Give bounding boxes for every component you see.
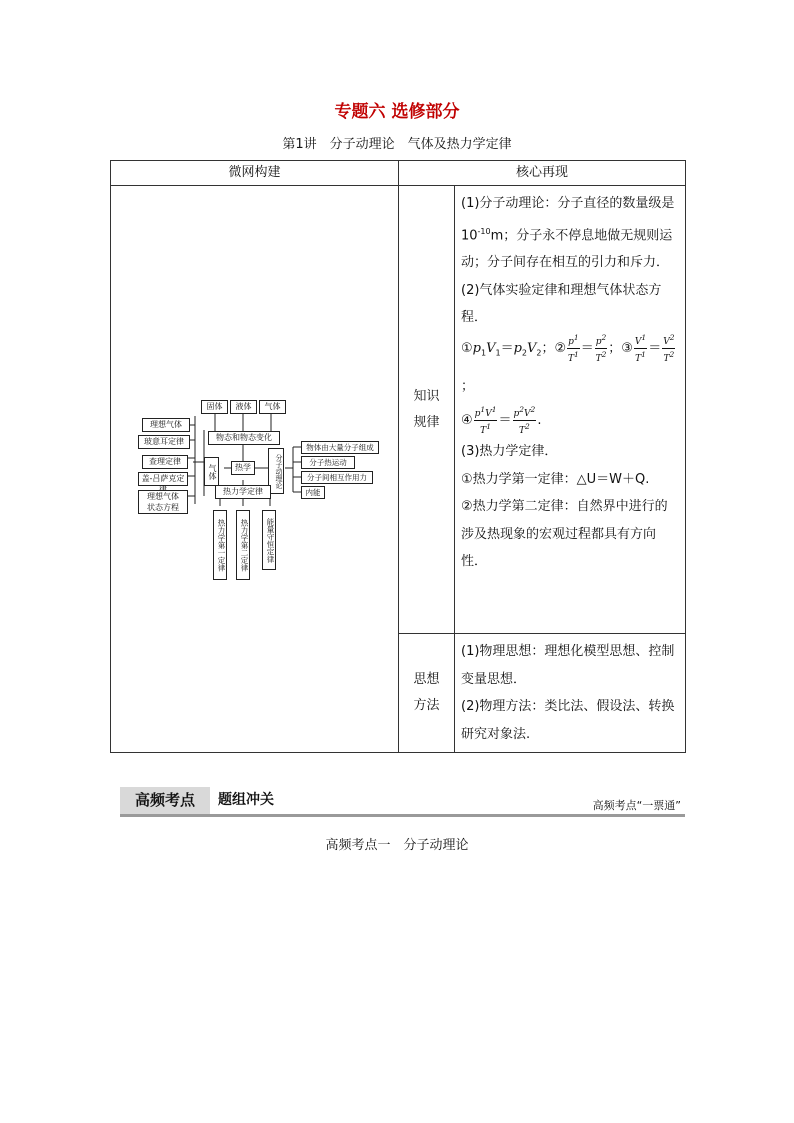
first-law-text: ①热力学第一定律：△U＝W＋Q. xyxy=(461,471,650,487)
knowledge-content xyxy=(455,186,686,634)
page-title: 专题六 选修部分 xyxy=(334,102,460,122)
lecture-subtitle: 第1讲 分子动理论 气体及热力学定律 xyxy=(282,137,512,152)
box-molecular-force: 分子间相互作用力 xyxy=(301,471,373,484)
section-heading: 高频考点一 分子动理论 xyxy=(325,838,469,853)
box-gay-lussac-law: 盖-吕萨克定 xyxy=(138,472,188,486)
box-solid: 固体 xyxy=(201,400,228,414)
banner-text: 题组冲关 xyxy=(218,792,274,808)
box-gas: 气体 xyxy=(204,457,219,486)
section-banner xyxy=(120,787,685,817)
box-charles-law: 查理定律 xyxy=(142,455,188,469)
banner-divider xyxy=(120,814,685,817)
box-many-molecules: 物体由大量分子组成 xyxy=(301,441,379,454)
knowledge-network-diagram xyxy=(111,186,398,752)
methods-content xyxy=(455,634,686,753)
row-label-methods: 思想 方法 xyxy=(399,634,455,753)
row-label-knowledge: 知识 规律 xyxy=(399,186,455,634)
box-thermal: 热学 xyxy=(231,461,255,475)
box-liquid: 液体 xyxy=(230,400,257,414)
box-first-law: 热力学第一定律 xyxy=(213,510,227,580)
kinetic-theory-text: (1)分子动理论：分子直径的数量级是$10^{-10}m$；分子永不停息地做无规则运动；分子间存在相互的引力和斥力． xyxy=(461,196,675,271)
ideal-gas-equation: ④ $\frac{p^1V^1}{T^1}$ ＝ $\frac{p^2V^2}{T^2}$ . xyxy=(461,405,542,437)
box-molecular-theory: 分子动理论 xyxy=(268,448,284,494)
gas-equations: $①p_1V_1=p_2V_2$；② $\frac{p^1}{T^1}$ ＝ $\frac{p^2}{T^2}$ ；③ $\frac{V^1}{T^1}$ ＝ $\frac{V^2}{T^2}$ ； xyxy=(461,332,675,395)
banner-right-text: 高频考点“一票通” xyxy=(592,799,681,812)
box-ideal-gas: 理想气体 xyxy=(142,418,190,432)
gas-law-heading: (2)气体实验定律和理想气体状态方程． xyxy=(461,282,662,326)
box-ideal-gas-equation: 理想气体状态方程 xyxy=(138,490,188,514)
banner-tab: 高频考点 xyxy=(120,787,210,814)
second-law-text: ②热力学第二定律：自然界中进行的涉及热现象的宏观过程都具有方向性． xyxy=(461,499,668,570)
box-gas-top: 气体 xyxy=(259,400,286,414)
box-internal-energy: 内能 xyxy=(301,486,325,499)
box-thermal-motion: 分子热运动 xyxy=(301,456,355,469)
thermo-law-heading: (3)热力学定律． xyxy=(461,444,558,460)
physics-method-text: (2)物理方法：类比法、假设法、转换研究对象法. xyxy=(461,699,675,742)
col-header-network: 微网构建 xyxy=(111,161,399,186)
box-state-change: 物态和物态变化 xyxy=(208,431,280,445)
box-thermo-laws: 热力学定律 xyxy=(215,485,271,499)
network-diagram-cell xyxy=(111,186,399,753)
box-boyle-law: 玻意耳定律 xyxy=(138,435,190,449)
summary-table xyxy=(110,160,686,753)
physics-thinking-text: (1)物理思想：理想化模型思想、控制变量思想． xyxy=(461,644,675,687)
box-energy-conservation: 能量守恒定律 xyxy=(262,510,276,570)
box-second-law: 热力学第二定律 xyxy=(236,510,250,580)
col-header-core: 核心再现 xyxy=(399,161,686,186)
